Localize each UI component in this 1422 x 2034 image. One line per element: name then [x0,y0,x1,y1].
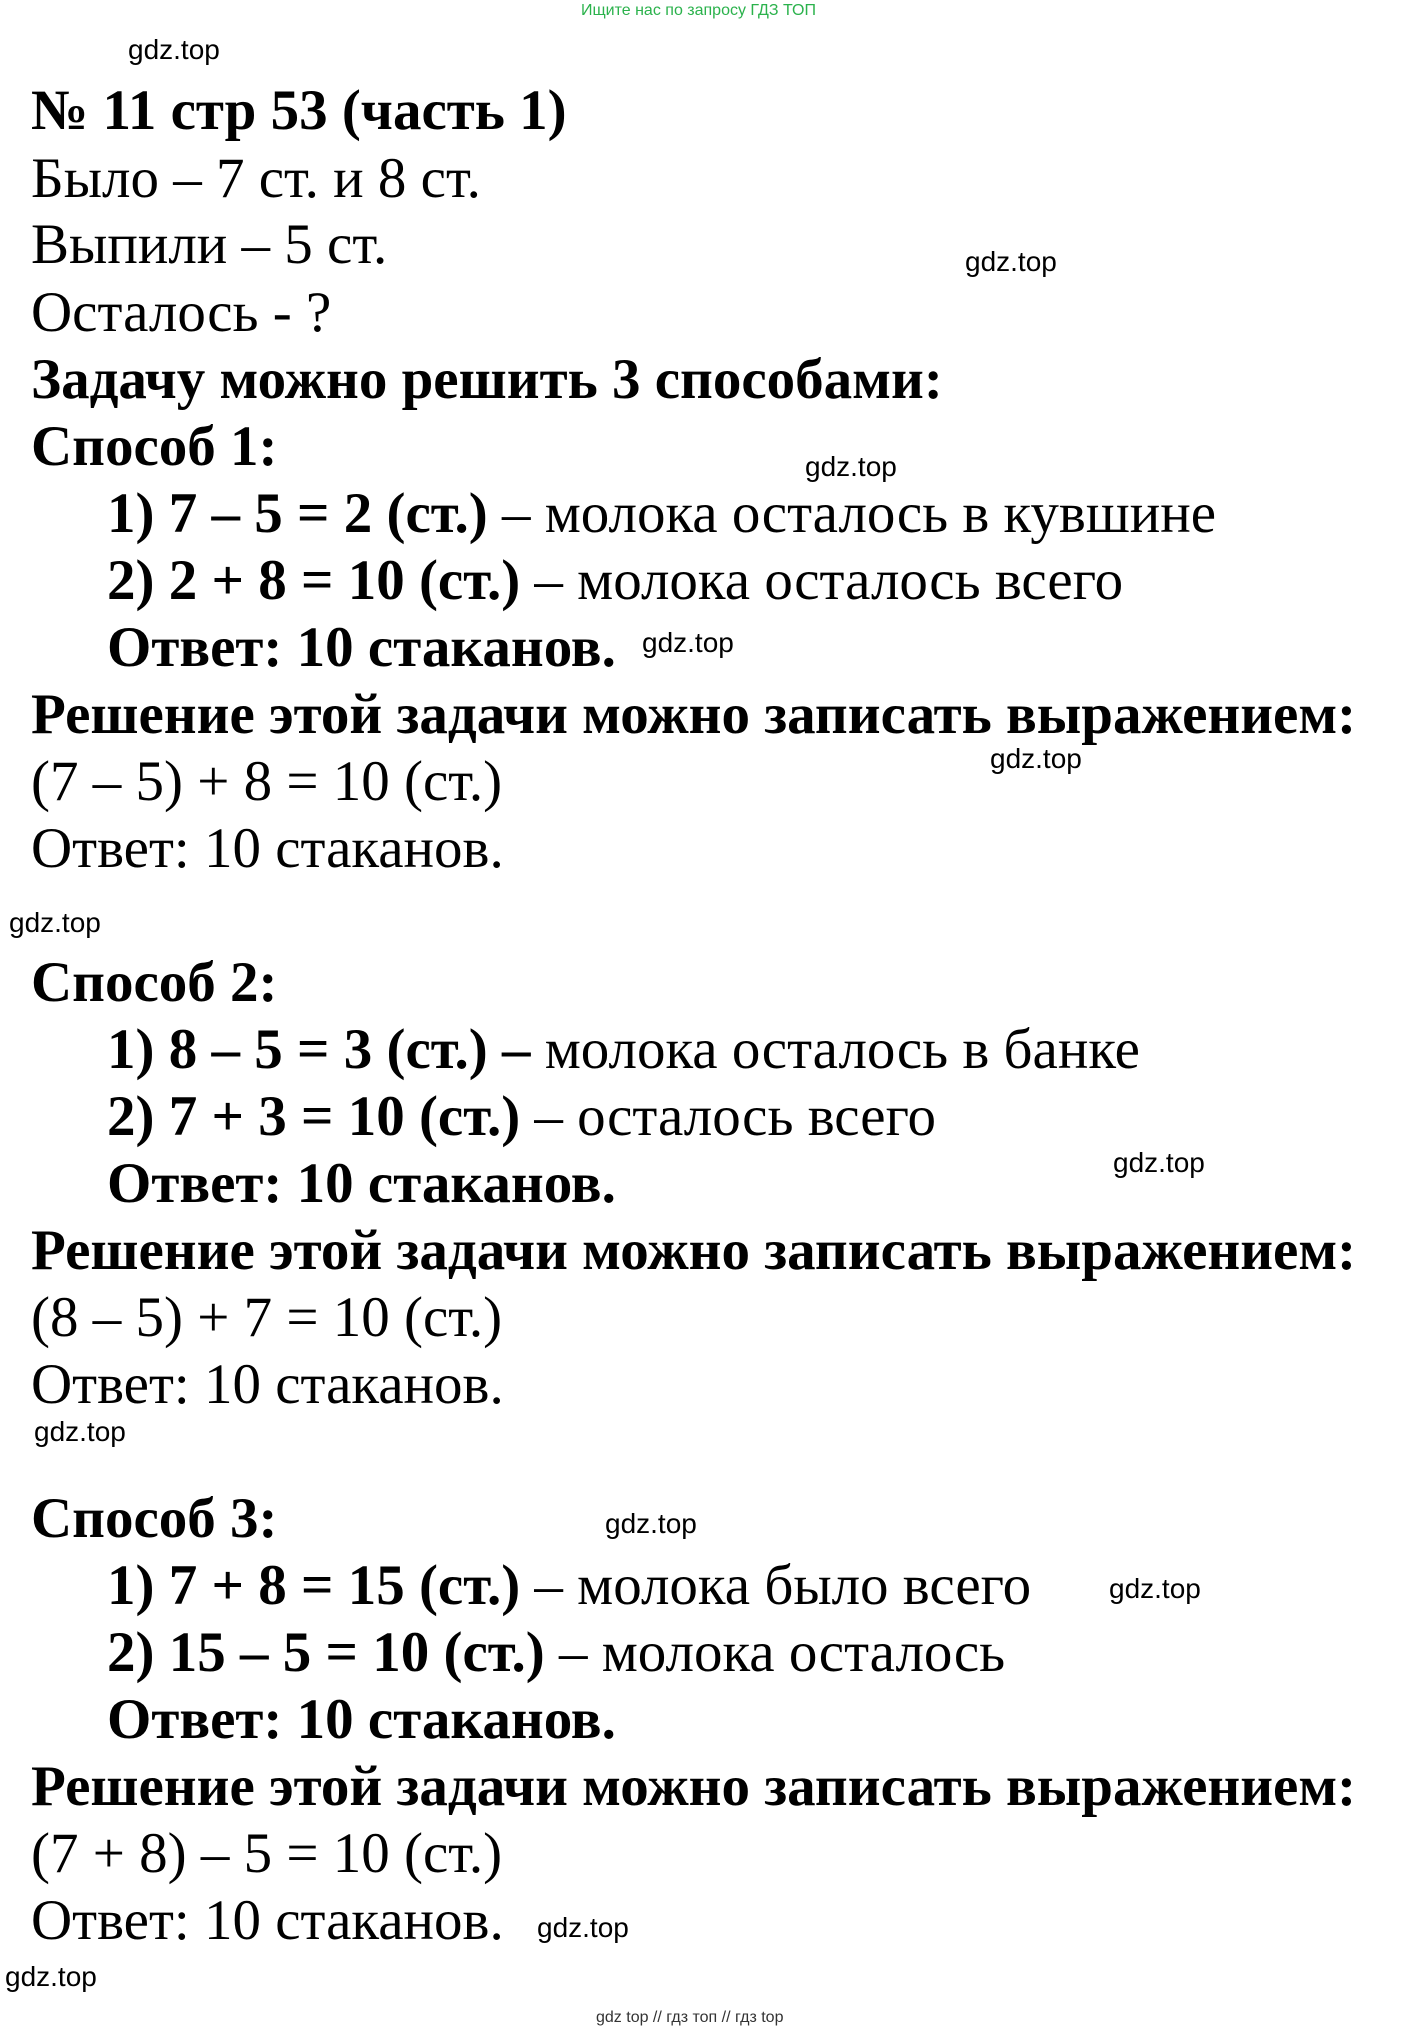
given-left: Осталось - ? [31,281,332,344]
step-number: 1) [107,482,155,545]
solution-step [107,1621,1006,1684]
step-number: 1) [107,1018,155,1081]
answer: Ответ: 10 стаканов. [107,1152,616,1215]
solution-step [107,1085,937,1148]
header-search-link[interactable]: Ищите нас по запросу ГДЗ ТОП [581,2,816,19]
watermark: gdz.top [1113,1147,1205,1178]
step-expression: 8 – 5 = 3 (ст.) – [168,1018,531,1081]
step-description: – молока было всего [520,1554,1032,1617]
watermark: gdz.top [34,1416,126,1447]
solution-intro: Задачу можно решить 3 способами: [31,348,943,411]
given-drank: Выпили – 5 ст. [31,213,388,276]
watermark: gdz.top [605,1508,697,1539]
method-heading: Способ 3: [31,1487,278,1550]
footer-text: gdz top // гдз топ // гдз top [596,2009,784,2026]
watermark: gdz.top [1109,1573,1201,1604]
expression-intro: Решение этой задачи можно записать выражением: [31,1755,1357,1818]
expression-answer: Ответ: 10 стаканов. [31,1353,504,1416]
step-description: молока осталось в банке [530,1018,1140,1081]
step-description: – молока осталось в кувшине [487,482,1217,545]
watermark: gdz.top [990,743,1082,774]
step-expression: 2 + 8 = 10 (ст.) [168,549,521,612]
step-description: – осталось всего [520,1085,937,1148]
answer: Ответ: 10 стаканов. [107,616,616,679]
solution-step [107,482,1217,545]
step-expression: 7 – 5 = 2 (ст.) [168,482,488,545]
watermark: gdz.top [9,907,101,938]
step-number: 1) [107,1554,155,1617]
expression: (7 – 5) + 8 = 10 (ст.) [31,750,503,813]
watermark: gdz.top [5,1961,97,1992]
solution-step [107,1018,1140,1081]
step-number: 2) [107,549,155,612]
page-title: № 11 стр 53 (часть 1) [31,79,567,142]
watermark: gdz.top [805,451,897,482]
watermark: gdz.top [128,34,220,65]
step-expression: 15 – 5 = 10 (ст.) [168,1621,545,1684]
expression-answer: Ответ: 10 стаканов. [31,817,504,880]
step-expression: 7 + 8 = 15 (ст.) [168,1554,521,1617]
expression: (8 – 5) + 7 = 10 (ст.) [31,1286,503,1349]
step-number: 2) [107,1621,155,1684]
answer: Ответ: 10 стаканов. [107,1688,616,1751]
step-number: 2) [107,1085,155,1148]
step-description: – молока осталось [544,1621,1006,1684]
solution-step [107,1554,1032,1617]
expression-answer: Ответ: 10 стаканов. [31,1889,504,1952]
step-expression: 7 + 3 = 10 (ст.) [168,1085,521,1148]
given-was: Было – 7 ст. и 8 ст. [31,147,481,210]
step-description: – молока осталось всего [520,549,1124,612]
method-heading: Способ 1: [31,415,278,478]
expression-intro: Решение этой задачи можно записать выражением: [31,1219,1357,1282]
expression-intro: Решение этой задачи можно записать выражением: [31,683,1357,746]
watermark: gdz.top [642,627,734,658]
expression: (7 + 8) – 5 = 10 (ст.) [31,1822,503,1885]
solution-step [107,549,1124,612]
method-heading: Способ 2: [31,951,278,1014]
watermark: gdz.top [965,246,1057,277]
watermark: gdz.top [537,1912,629,1943]
